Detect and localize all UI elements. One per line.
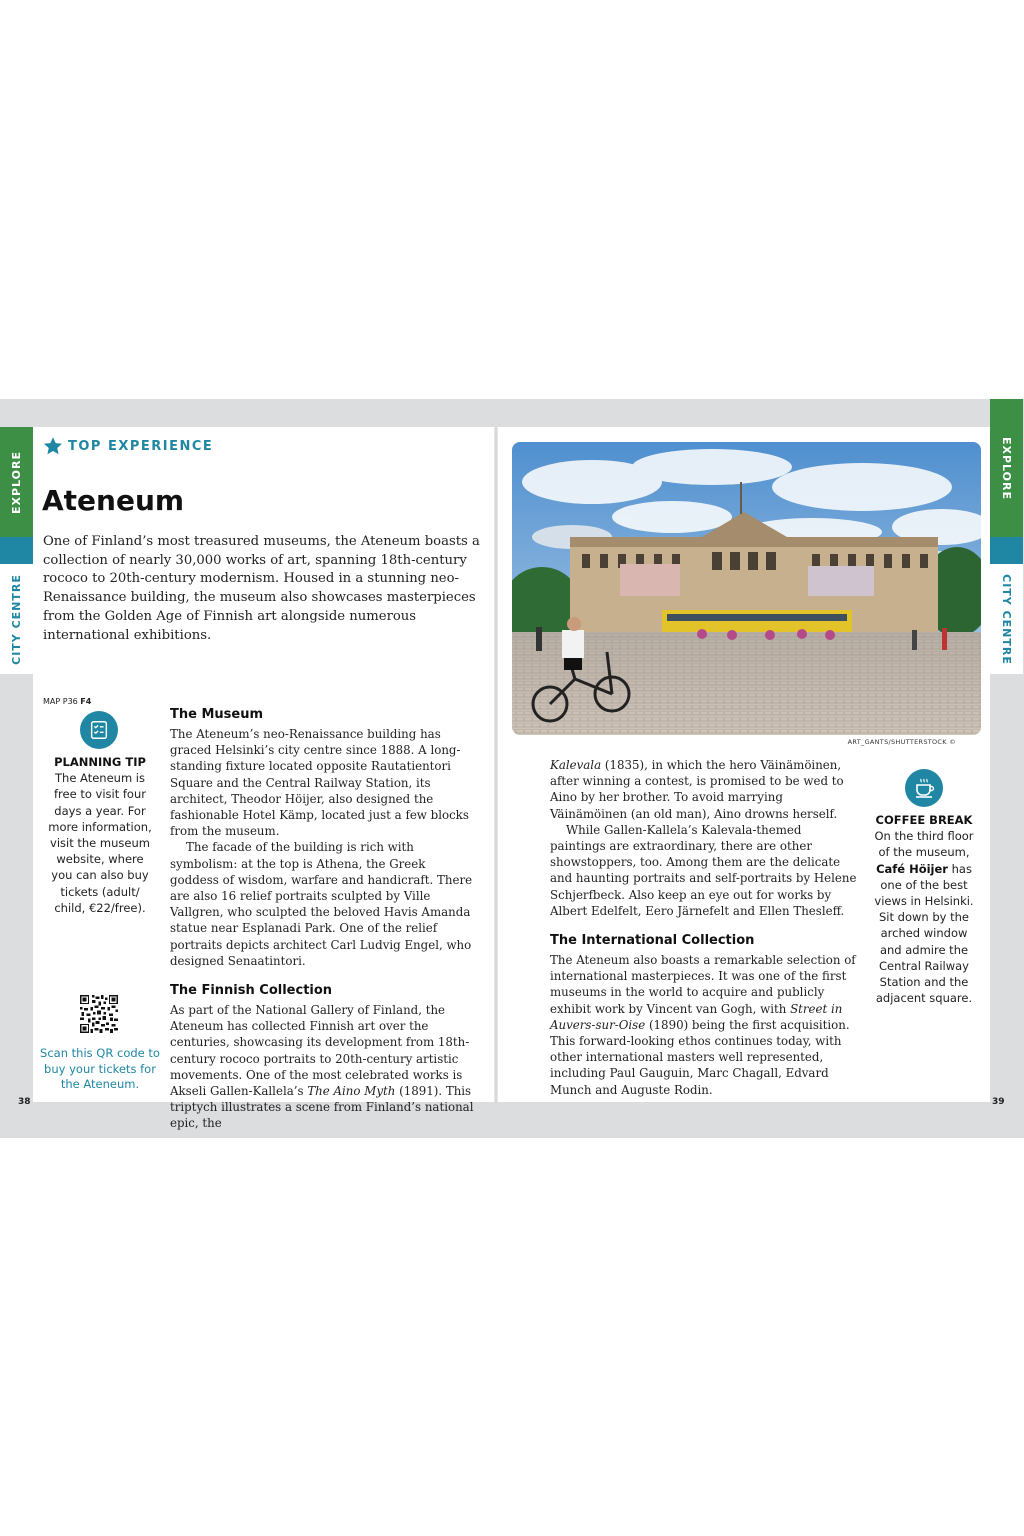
finnish-p1-text: As part of the National Gallery of Finland, the Ateneum has collected Finnish art over the centuries, showcasing its development from 18th-century rococo portraits to 20th-century artistic movements. One of the most celebrated works is Akseli Gallen-Kallela’s	[170, 1003, 470, 1099]
page-title: Ateneum	[42, 484, 185, 517]
tab-city-centre-label: CITY CENTRE	[10, 573, 23, 665]
tab-city-centre-right[interactable]	[990, 564, 1023, 674]
page-gutter	[494, 427, 498, 1102]
article-column-2	[550, 757, 858, 1098]
tab-city-centre-left[interactable]	[0, 564, 33, 674]
tab-explore-label: EXPLORE	[1000, 436, 1014, 500]
coffee-break-text: On the third floor of the museum,	[874, 829, 974, 860]
tab-divider-right	[990, 537, 1023, 564]
museum-paragraph-1: The Ateneum’s neo-Renaissance building has graced Helsinki’s city centre since 1888. A long-standing fixture located opposite Rautatientori Square and the Central Railway Station, its architect, Theodor Höijer, also designed the fashionable Hotel Kämp, located just a few blocks from the museum.	[170, 727, 469, 839]
museum-heading: The Museum	[170, 707, 264, 722]
planning-tip-text: The Ateneum is free to visit four days a year. For more information, visit the museum website, where you can also buy tickets (adult/ child, €22/free).	[48, 771, 152, 915]
finnish-collection-heading: The Finnish Collection	[170, 983, 333, 999]
qr-code-icon[interactable]	[80, 995, 118, 1033]
tab-explore-right[interactable]	[990, 399, 1023, 537]
aino-myth-title: The Aino Myth	[307, 1084, 396, 1099]
page-number-left: 38	[18, 1097, 31, 1107]
tab-city-centre-label: CITY CENTRE	[1000, 573, 1013, 665]
tab-explore-label: EXPLORE	[10, 450, 24, 514]
map-reference-label: MAP P36	[43, 697, 78, 706]
finnish-p1-continued-text: (1835), in which the hero Väinämöinen, after winning a contest, is promised to be wed to Aino by her brother. To avoid marrying Väinämöinen (an old man), Aino drowns herself.	[550, 758, 844, 821]
planning-tip	[46, 754, 154, 916]
article-column-1	[170, 706, 475, 1132]
photo-credit: ART_GANTS/SHUTTERSTOCK ©	[847, 738, 956, 746]
coffee-break-heading: COFFEE BREAK	[875, 813, 973, 827]
planning-tip-heading: PLANNING TIP	[54, 755, 146, 769]
checklist-icon	[80, 711, 118, 749]
top-experience-text: TOP EXPERIENCE	[68, 438, 214, 454]
finnish-paragraph-2: While Gallen-Kallela’s Kalevala-themed paintings are extraordinary, there are other showstoppers, too. Among them are the delicate and haunting portraits and self-portraits by Helene Schjerfbeck. Also keep an eye out for works by Albert Edelfelt, Eero Järnefelt and Ellen Thesleff.	[550, 822, 857, 918]
star-icon	[43, 436, 63, 456]
page-number-right: 39	[992, 1097, 1005, 1107]
museum-paragraph-2: The facade of the building is rich with symbolism: at the top is Athena, the Greek goddess of wisdom, warfare and handicraft. There are also 16 relief portraits sculpted by Ville Vallgren, who sculpted the beloved Havis Amanda statue near Esplanadi Park. One of the relief portraits depicts architect Carl Ludvig Engel, who designed Senaatintori.	[170, 840, 473, 968]
map-reference-grid: F4	[80, 697, 92, 706]
coffee-break	[872, 812, 976, 1006]
map-reference[interactable]	[43, 697, 91, 706]
international-paragraph	[550, 952, 858, 1098]
intro-paragraph: One of Finland’s most treasured museums, the Ateneum boasts a collection of nearly 30,000 works of art, spanning 18th-century rococo to 20th-century modernism. Housed in a stunning neo-Renaissance building, the museum also showcases masterpieces from the Golden Age of Finnish art alongside numerous international exhibitions.	[43, 534, 480, 643]
qr-caption: Scan this QR code to buy your tickets for the Ateneum.	[40, 1046, 160, 1091]
top-experience-label	[43, 436, 213, 456]
street-in-auvers-title: Street in Auvers-sur-Oise	[550, 1001, 843, 1032]
finnish-paragraph-1	[170, 1002, 475, 1132]
coffee-break-text-end: has one of the best views in Helsinki. Sit down by the arched window and admire the Central Railway Station and the adjacent square.	[874, 861, 974, 1006]
international-text-end: (1890) being the first acquisition. This forward-looking ethos continues today, with other international masters well represented, including Paul Gauguin, Marc Chagall, Edvard Munch and Auguste Rodin.	[550, 1017, 850, 1097]
finnish-paragraph-1-continued	[550, 757, 858, 822]
finnish-p1-text-end: (1891). This triptych illustrates a scene from Finland’s national epic, the	[170, 1084, 474, 1131]
international-collection-heading: The International Collection	[550, 933, 755, 949]
ateneum-photo	[512, 442, 981, 735]
international-text: The Ateneum also boasts a remarkable selection of international masterpieces. It was one of the first museums in the world to acquire and publicly exhibit work by Vincent van Gogh, with	[550, 953, 856, 1016]
tab-divider-left	[0, 537, 33, 564]
coffee-cup-icon	[905, 769, 943, 807]
kalevala-title: Kalevala	[550, 758, 602, 772]
cafe-name: Café Höijer	[876, 861, 948, 876]
tab-explore-left[interactable]	[0, 427, 33, 537]
